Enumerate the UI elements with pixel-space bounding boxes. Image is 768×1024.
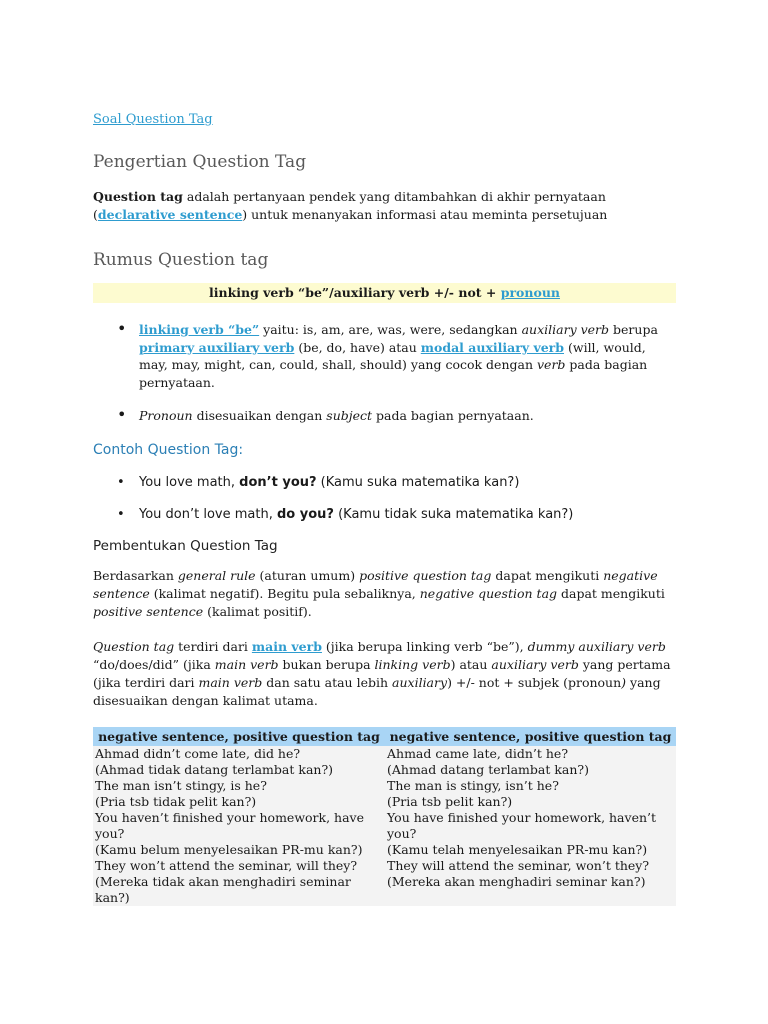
table-cell: They won’t attend the seminar, will they? — [93, 858, 385, 874]
pronoun-link[interactable]: pronoun — [500, 285, 560, 300]
table-cell: (Pria tsb pelit kan?) — [385, 794, 676, 810]
heading-pengertian: Pengertian Question Tag — [93, 152, 307, 172]
contoh-list — [93, 474, 676, 524]
heading-contoh: Contoh Question Tag: — [93, 441, 244, 458]
table-cell: (Ahmad datang terlambat kan?) — [385, 762, 676, 778]
table-row — [93, 746, 676, 762]
list-item: • You don’t love math, do you? (Kamu tidak suka matematika kan?) — [139, 506, 676, 524]
table-header-row — [93, 727, 676, 746]
list-item: • Pronoun disesuaikan dengan subject pada bagian pernyataan. — [139, 407, 676, 425]
linking-verb-link[interactable]: linking verb “be” — [139, 322, 260, 337]
table-cell: (Mereka akan menghadiri seminar kan?) — [385, 874, 676, 906]
pengertian-paragraph — [93, 188, 676, 224]
table-header-cell: negative sentence, positive question tag — [385, 727, 676, 746]
heading-pembentukan: Pembentukan Question Tag — [93, 537, 278, 554]
table-cell: (Mereka tidak akan menghadiri seminar kan?) — [93, 874, 385, 906]
question-tag-table — [93, 727, 676, 906]
rumus-bullet-list — [93, 321, 676, 425]
table-row — [93, 778, 676, 794]
table-cell: The man is stingy, isn’t he? — [385, 778, 676, 794]
table-cell: Ahmad came late, didn’t he? — [385, 746, 676, 762]
table-row — [93, 762, 676, 778]
table-cell: (Ahmad tidak datang terlambat kan?) — [93, 762, 385, 778]
primary-auxiliary-verb-link[interactable]: primary auxiliary verb — [139, 339, 295, 355]
formula-text: linking verb “be”/auxiliary verb +/- not + — [208, 285, 501, 300]
table-row — [93, 874, 676, 906]
heading-rumus: Rumus Question tag — [93, 250, 269, 270]
table-header-cell: negative sentence, positive question tag — [93, 727, 385, 746]
pengertian-bold: Question tag — [93, 189, 183, 204]
main-verb-link[interactable]: main verb — [251, 638, 322, 654]
table-cell: (Kamu telah menyelesaikan PR-mu kan?) — [385, 842, 676, 858]
table-row — [93, 858, 676, 874]
table-cell: (Pria tsb tidak pelit kan?) — [93, 794, 385, 810]
modal-auxiliary-verb-link[interactable]: modal auxiliary verb — [420, 339, 565, 355]
list-item: • You love math, don’t you? (Kamu suka matematika kan?) — [139, 474, 676, 492]
pengertian-text-2: ) untuk menanyakan informasi atau meminta persetujuan — [242, 207, 608, 222]
table-row — [93, 794, 676, 810]
table-cell: You haven’t finished your homework, have you? — [93, 810, 385, 842]
soal-question-tag-link[interactable]: Soal Question Tag — [93, 112, 213, 127]
declarative-sentence-link[interactable]: declarative sentence — [97, 207, 243, 222]
table-cell: You have finished your homework, haven’t you? — [385, 810, 676, 842]
table-cell: (Kamu belum menyelesaikan PR-mu kan?) — [93, 842, 385, 858]
table-cell: The man isn’t stingy, is he? — [93, 778, 385, 794]
table-cell: They will attend the seminar, won’t they? — [385, 858, 676, 874]
table-row — [93, 842, 676, 858]
formula-box — [93, 283, 676, 303]
pengertian-text-1: adalah pertanyaan pendek yang ditambahkan di akhir pernyataan ( — [93, 189, 606, 222]
paragraph-question-tag-structure: Question tag terdiri dari main verb (jika berupa linking verb “be”), dummy auxiliary verb “do/does/did” (jika main verb bukan berupa linking verb) atau auxiliary verb yang pertama (jika terdiri dari main verb dan satu atau lebih auxiliary) +/- not + subjek (pronoun) yang disesuaikan dengan kalimat utama. — [93, 638, 671, 708]
table-cell: Ahmad didn’t come late, did he? — [93, 746, 385, 762]
table-row — [93, 810, 676, 842]
list-item: • linking verb “be” yaitu: is, am, are, was, were, sedangkan auxiliary verb berupa primary auxiliary verb (be, do, have) atau modal auxiliary verb (will, would, may, may, might, can, could, shall, should) yang cocok dengan verb pada bagian pernyataan. — [139, 321, 676, 391]
paragraph-general-rule: Berdasarkan general rule (aturan umum) positive question tag dapat mengikuti negative sentence (kalimat negatif). Begitu pula sebaliknya, negative question tag dapat mengikuti positive sentence (kalimat positif). — [93, 567, 665, 619]
